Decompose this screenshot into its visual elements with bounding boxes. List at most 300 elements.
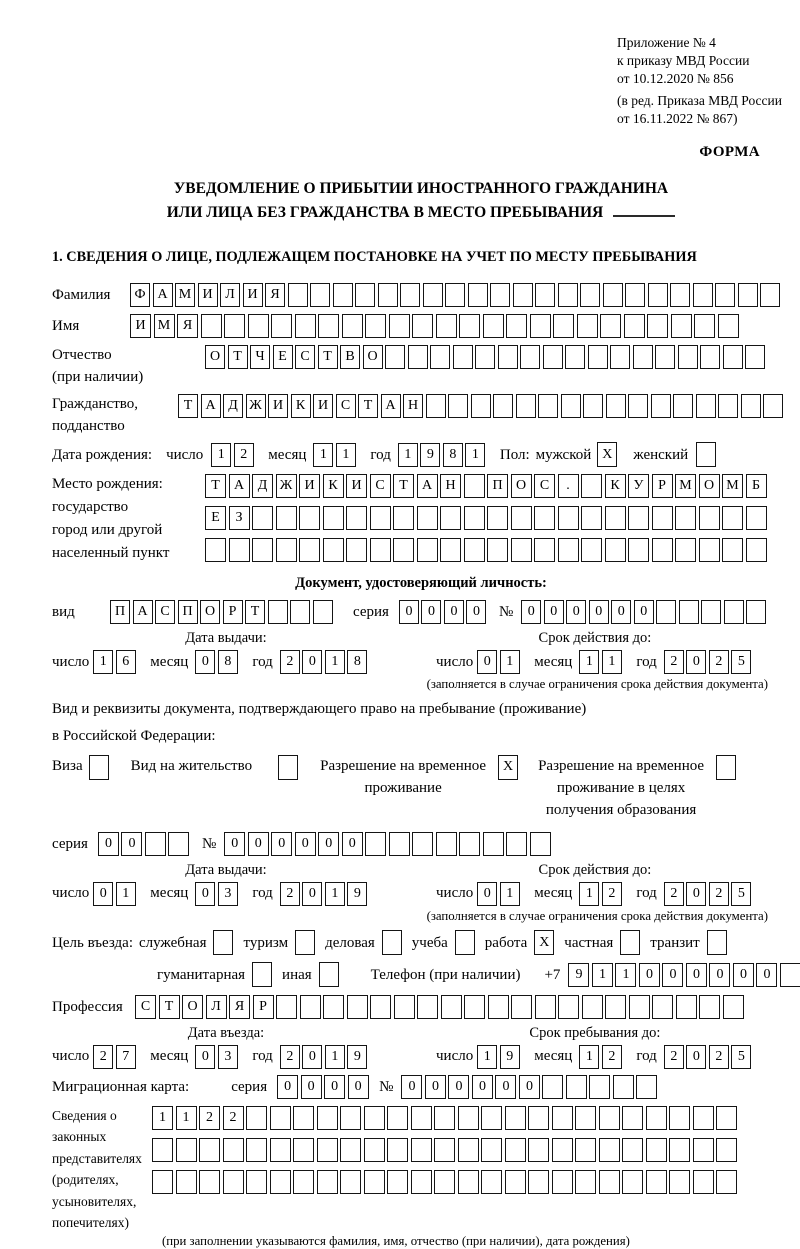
char-box[interactable]	[646, 1170, 667, 1194]
char-box[interactable]	[553, 314, 574, 338]
char-box[interactable]: 1	[579, 650, 599, 674]
char-box[interactable]	[505, 1138, 526, 1162]
char-box[interactable]	[605, 538, 626, 562]
char-box[interactable]	[408, 345, 428, 369]
char-box[interactable]	[699, 538, 720, 562]
char-box[interactable]: 0	[195, 650, 215, 674]
char-box[interactable]: 5	[731, 1045, 751, 1069]
char-box[interactable]: Ф	[130, 283, 150, 307]
char-box[interactable]	[436, 314, 457, 338]
char-box[interactable]: 0	[519, 1075, 540, 1099]
char-box[interactable]: 1	[325, 1045, 345, 1069]
char-box[interactable]	[229, 538, 250, 562]
char-box[interactable]	[464, 995, 485, 1019]
char-box[interactable]	[434, 1138, 455, 1162]
char-box[interactable]: С	[370, 474, 391, 498]
temp-residence-checkbox[interactable]: X	[498, 755, 518, 780]
char-box[interactable]	[483, 314, 504, 338]
char-box[interactable]	[655, 345, 675, 369]
temp-residence-edu-checkbox[interactable]	[716, 755, 736, 780]
char-box[interactable]: 1	[116, 882, 136, 906]
purpose-other-checkbox[interactable]	[319, 962, 339, 987]
char-box[interactable]	[558, 283, 578, 307]
char-box[interactable]: К	[605, 474, 626, 498]
char-box[interactable]: 0	[733, 963, 754, 987]
char-box[interactable]	[679, 600, 699, 624]
char-box[interactable]: А	[201, 394, 221, 418]
char-box[interactable]: 0	[686, 963, 707, 987]
char-box[interactable]	[575, 1106, 596, 1130]
char-box[interactable]: 0	[521, 600, 541, 624]
char-box[interactable]: 0	[589, 600, 609, 624]
char-box[interactable]: 2	[280, 650, 300, 674]
char-box[interactable]: М	[175, 283, 195, 307]
char-box[interactable]: Ч	[250, 345, 270, 369]
char-box[interactable]	[605, 995, 626, 1019]
char-box[interactable]	[411, 1138, 432, 1162]
char-box[interactable]: 2	[602, 1045, 622, 1069]
char-box[interactable]	[370, 538, 391, 562]
char-box[interactable]: К	[323, 474, 344, 498]
char-box[interactable]: 0	[121, 832, 142, 856]
char-box[interactable]: 2	[93, 1045, 113, 1069]
char-box[interactable]	[511, 538, 532, 562]
char-box[interactable]	[678, 345, 698, 369]
char-box[interactable]: Д	[223, 394, 243, 418]
char-box[interactable]	[625, 283, 645, 307]
char-box[interactable]: О	[200, 600, 220, 624]
char-box[interactable]: И	[243, 283, 263, 307]
char-box[interactable]: 2	[664, 650, 684, 674]
char-box[interactable]	[490, 283, 510, 307]
char-box[interactable]	[342, 314, 363, 338]
char-box[interactable]: А	[133, 600, 153, 624]
char-box[interactable]: 0	[324, 1075, 345, 1099]
char-box[interactable]	[270, 1106, 291, 1130]
char-box[interactable]	[276, 538, 297, 562]
char-box[interactable]	[317, 1106, 338, 1130]
char-box[interactable]: 1	[579, 1045, 599, 1069]
char-box[interactable]	[648, 283, 668, 307]
char-box[interactable]	[583, 394, 603, 418]
char-box[interactable]: Ж	[276, 474, 297, 498]
char-box[interactable]: 0	[472, 1075, 493, 1099]
char-box[interactable]: 0	[756, 963, 777, 987]
char-box[interactable]	[252, 506, 273, 530]
char-box[interactable]: 0	[401, 1075, 422, 1099]
char-box[interactable]	[370, 995, 391, 1019]
char-box[interactable]: 1	[152, 1106, 173, 1130]
char-box[interactable]	[552, 1138, 573, 1162]
char-box[interactable]	[387, 1170, 408, 1194]
char-box[interactable]: 0	[466, 600, 486, 624]
char-box[interactable]: 0	[318, 832, 339, 856]
char-box[interactable]	[201, 314, 222, 338]
char-box[interactable]	[458, 1106, 479, 1130]
char-box[interactable]: С	[534, 474, 555, 498]
char-box[interactable]: 1	[325, 650, 345, 674]
char-box[interactable]	[252, 538, 273, 562]
char-box[interactable]: М	[722, 474, 743, 498]
char-box[interactable]: Е	[273, 345, 293, 369]
char-box[interactable]: И	[130, 314, 151, 338]
char-box[interactable]	[718, 394, 738, 418]
char-box[interactable]	[652, 506, 673, 530]
char-box[interactable]	[701, 600, 721, 624]
char-box[interactable]: 0	[421, 600, 441, 624]
char-box[interactable]: Л	[206, 995, 227, 1019]
char-box[interactable]	[745, 345, 765, 369]
char-box[interactable]	[487, 506, 508, 530]
char-box[interactable]	[516, 394, 536, 418]
char-box[interactable]	[624, 314, 645, 338]
char-box[interactable]: О	[205, 345, 225, 369]
char-box[interactable]: А	[417, 474, 438, 498]
char-box[interactable]	[746, 600, 766, 624]
char-box[interactable]: И	[268, 394, 288, 418]
char-box[interactable]	[669, 1138, 690, 1162]
char-box[interactable]	[295, 314, 316, 338]
char-box[interactable]: 0	[248, 832, 269, 856]
char-box[interactable]: 3	[218, 1045, 238, 1069]
char-box[interactable]	[481, 1138, 502, 1162]
char-box[interactable]	[588, 345, 608, 369]
char-box[interactable]	[636, 1075, 657, 1099]
char-box[interactable]: И	[313, 394, 333, 418]
char-box[interactable]: М	[154, 314, 175, 338]
char-box[interactable]: 0	[195, 1045, 215, 1069]
char-box[interactable]	[364, 1138, 385, 1162]
char-box[interactable]	[633, 345, 653, 369]
char-box[interactable]: Т	[159, 995, 180, 1019]
char-box[interactable]	[699, 995, 720, 1019]
char-box[interactable]: 8	[443, 443, 463, 467]
char-box[interactable]	[400, 283, 420, 307]
char-box[interactable]	[724, 600, 744, 624]
char-box[interactable]	[389, 832, 410, 856]
char-box[interactable]	[313, 600, 333, 624]
char-box[interactable]	[760, 283, 780, 307]
char-box[interactable]	[628, 538, 649, 562]
char-box[interactable]	[288, 283, 308, 307]
char-box[interactable]: 0	[302, 882, 322, 906]
char-box[interactable]: И	[198, 283, 218, 307]
char-box[interactable]: И	[346, 474, 367, 498]
char-box[interactable]	[693, 283, 713, 307]
char-box[interactable]	[694, 314, 715, 338]
char-box[interactable]	[246, 1138, 267, 1162]
char-box[interactable]: У	[628, 474, 649, 498]
char-box[interactable]: Т	[178, 394, 198, 418]
char-box[interactable]	[464, 506, 485, 530]
purpose-transit-checkbox[interactable]	[707, 930, 727, 955]
char-box[interactable]: 2	[709, 650, 729, 674]
char-box[interactable]	[675, 538, 696, 562]
char-box[interactable]: 7	[116, 1045, 136, 1069]
char-box[interactable]: С	[336, 394, 356, 418]
char-box[interactable]	[718, 314, 739, 338]
char-box[interactable]: 5	[731, 650, 751, 674]
char-box[interactable]: 0	[224, 832, 245, 856]
char-box[interactable]	[622, 1170, 643, 1194]
char-box[interactable]	[459, 314, 480, 338]
char-box[interactable]: 1	[93, 650, 113, 674]
char-box[interactable]: 0	[295, 832, 316, 856]
char-box[interactable]	[323, 538, 344, 562]
char-box[interactable]	[293, 1138, 314, 1162]
char-box[interactable]	[530, 832, 551, 856]
char-box[interactable]	[558, 538, 579, 562]
char-box[interactable]	[471, 394, 491, 418]
char-box[interactable]	[453, 345, 473, 369]
char-box[interactable]: Б	[746, 474, 767, 498]
char-box[interactable]	[610, 345, 630, 369]
char-box[interactable]	[417, 995, 438, 1019]
char-box[interactable]: 2	[602, 882, 622, 906]
char-box[interactable]	[535, 283, 555, 307]
char-box[interactable]	[605, 506, 626, 530]
char-box[interactable]	[268, 600, 288, 624]
char-box[interactable]: 0	[611, 600, 631, 624]
char-box[interactable]: 9	[568, 963, 589, 987]
char-box[interactable]: 0	[425, 1075, 446, 1099]
char-box[interactable]	[580, 283, 600, 307]
char-box[interactable]	[417, 538, 438, 562]
char-box[interactable]: М	[675, 474, 696, 498]
char-box[interactable]	[629, 995, 650, 1019]
char-box[interactable]	[440, 506, 461, 530]
char-box[interactable]	[145, 832, 166, 856]
char-box[interactable]	[528, 1106, 549, 1130]
char-box[interactable]	[412, 314, 433, 338]
char-box[interactable]	[365, 314, 386, 338]
char-box[interactable]: 0	[686, 650, 706, 674]
char-box[interactable]	[290, 600, 310, 624]
char-box[interactable]	[346, 538, 367, 562]
char-box[interactable]	[575, 1138, 596, 1162]
char-box[interactable]: 0	[477, 882, 497, 906]
char-box[interactable]	[581, 474, 602, 498]
char-box[interactable]	[387, 1106, 408, 1130]
char-box[interactable]	[152, 1138, 173, 1162]
char-box[interactable]	[445, 283, 465, 307]
residence-permit-checkbox[interactable]	[278, 755, 298, 780]
char-box[interactable]	[552, 1170, 573, 1194]
char-box[interactable]: О	[511, 474, 532, 498]
char-box[interactable]	[340, 1106, 361, 1130]
char-box[interactable]	[589, 1075, 610, 1099]
char-box[interactable]: 0	[495, 1075, 516, 1099]
char-box[interactable]: .	[558, 474, 579, 498]
char-box[interactable]	[340, 1138, 361, 1162]
char-box[interactable]	[223, 1138, 244, 1162]
char-box[interactable]	[780, 963, 800, 987]
char-box[interactable]: 2	[664, 882, 684, 906]
char-box[interactable]: Н	[403, 394, 423, 418]
char-box[interactable]: 0	[686, 882, 706, 906]
char-box[interactable]: 0	[709, 963, 730, 987]
char-box[interactable]: 0	[544, 600, 564, 624]
char-box[interactable]	[670, 283, 690, 307]
char-box[interactable]	[394, 995, 415, 1019]
char-box[interactable]	[603, 283, 623, 307]
char-box[interactable]	[434, 1170, 455, 1194]
purpose-humanitarian-checkbox[interactable]	[252, 962, 272, 987]
char-box[interactable]	[656, 600, 676, 624]
char-box[interactable]: Р	[652, 474, 673, 498]
char-box[interactable]	[675, 506, 696, 530]
char-box[interactable]: 0	[302, 1045, 322, 1069]
char-box[interactable]	[506, 314, 527, 338]
char-box[interactable]: 9	[347, 882, 367, 906]
char-box[interactable]	[673, 394, 693, 418]
char-box[interactable]: 1	[500, 650, 520, 674]
char-box[interactable]	[152, 1170, 173, 1194]
char-box[interactable]	[323, 995, 344, 1019]
char-box[interactable]	[647, 314, 668, 338]
purpose-official-checkbox[interactable]	[213, 930, 233, 955]
char-box[interactable]	[669, 1106, 690, 1130]
purpose-private-checkbox[interactable]	[620, 930, 640, 955]
char-box[interactable]	[505, 1170, 526, 1194]
char-box[interactable]	[581, 506, 602, 530]
char-box[interactable]	[389, 314, 410, 338]
purpose-study-checkbox[interactable]	[455, 930, 475, 955]
char-box[interactable]: П	[110, 600, 130, 624]
char-box[interactable]: И	[299, 474, 320, 498]
char-box[interactable]	[430, 345, 450, 369]
char-box[interactable]	[693, 1170, 714, 1194]
purpose-work-checkbox[interactable]: X	[534, 930, 554, 955]
char-box[interactable]: 1	[615, 963, 636, 987]
char-box[interactable]: 0	[271, 832, 292, 856]
char-box[interactable]: 0	[277, 1075, 298, 1099]
char-box[interactable]: Ж	[246, 394, 266, 418]
char-box[interactable]: Т	[358, 394, 378, 418]
char-box[interactable]: Я	[265, 283, 285, 307]
char-box[interactable]	[535, 995, 556, 1019]
char-box[interactable]	[513, 283, 533, 307]
char-box[interactable]	[464, 474, 485, 498]
char-box[interactable]: 3	[218, 882, 238, 906]
char-box[interactable]: А	[381, 394, 401, 418]
char-box[interactable]: 0	[566, 600, 586, 624]
char-box[interactable]	[248, 314, 269, 338]
char-box[interactable]	[393, 538, 414, 562]
char-box[interactable]	[333, 283, 353, 307]
char-box[interactable]	[411, 1170, 432, 1194]
visa-checkbox[interactable]	[89, 755, 109, 780]
char-box[interactable]: Л	[220, 283, 240, 307]
char-box[interactable]: 0	[342, 832, 363, 856]
char-box[interactable]	[723, 345, 743, 369]
char-box[interactable]	[646, 1138, 667, 1162]
char-box[interactable]	[364, 1106, 385, 1130]
char-box[interactable]: 0	[686, 1045, 706, 1069]
char-box[interactable]	[741, 394, 761, 418]
char-box[interactable]	[493, 394, 513, 418]
char-box[interactable]	[299, 506, 320, 530]
char-box[interactable]: Е	[205, 506, 226, 530]
char-box[interactable]	[505, 1106, 526, 1130]
char-box[interactable]: 0	[348, 1075, 369, 1099]
char-box[interactable]	[566, 1075, 587, 1099]
char-box[interactable]	[652, 995, 673, 1019]
char-box[interactable]: П	[178, 600, 198, 624]
char-box[interactable]	[669, 1170, 690, 1194]
char-box[interactable]	[599, 1138, 620, 1162]
char-box[interactable]: П	[487, 474, 508, 498]
char-box[interactable]	[498, 345, 518, 369]
char-box[interactable]: 0	[448, 1075, 469, 1099]
char-box[interactable]: 2	[199, 1106, 220, 1130]
char-box[interactable]: Н	[440, 474, 461, 498]
char-box[interactable]	[746, 538, 767, 562]
char-box[interactable]	[475, 345, 495, 369]
char-box[interactable]: А	[229, 474, 250, 498]
char-box[interactable]: 5	[731, 882, 751, 906]
char-box[interactable]	[440, 538, 461, 562]
char-box[interactable]: О	[363, 345, 383, 369]
char-box[interactable]: 2	[234, 443, 254, 467]
char-box[interactable]	[448, 394, 468, 418]
char-box[interactable]: С	[295, 345, 315, 369]
char-box[interactable]: 0	[195, 882, 215, 906]
char-box[interactable]	[199, 1170, 220, 1194]
char-box[interactable]: 9	[347, 1045, 367, 1069]
char-box[interactable]	[224, 314, 245, 338]
char-box[interactable]	[716, 1138, 737, 1162]
char-box[interactable]	[506, 832, 527, 856]
char-box[interactable]	[488, 995, 509, 1019]
char-box[interactable]: 1	[398, 443, 418, 467]
char-box[interactable]	[270, 1170, 291, 1194]
char-box[interactable]	[412, 832, 433, 856]
char-box[interactable]	[738, 283, 758, 307]
char-box[interactable]	[577, 314, 598, 338]
char-box[interactable]	[246, 1106, 267, 1130]
char-box[interactable]	[300, 995, 321, 1019]
char-box[interactable]: 1	[579, 882, 599, 906]
char-box[interactable]: 2	[280, 1045, 300, 1069]
char-box[interactable]	[723, 995, 744, 1019]
char-box[interactable]: З	[229, 506, 250, 530]
char-box[interactable]	[746, 506, 767, 530]
char-box[interactable]: Т	[393, 474, 414, 498]
char-box[interactable]: 0	[301, 1075, 322, 1099]
char-box[interactable]: 0	[98, 832, 119, 856]
char-box[interactable]	[481, 1106, 502, 1130]
char-box[interactable]	[364, 1170, 385, 1194]
char-box[interactable]	[558, 995, 579, 1019]
char-box[interactable]	[458, 1170, 479, 1194]
char-box[interactable]	[378, 283, 398, 307]
char-box[interactable]	[528, 1138, 549, 1162]
char-box[interactable]	[543, 345, 563, 369]
char-box[interactable]: 1	[211, 443, 231, 467]
char-box[interactable]	[722, 506, 743, 530]
char-box[interactable]	[317, 1138, 338, 1162]
char-box[interactable]	[276, 506, 297, 530]
char-box[interactable]	[534, 538, 555, 562]
char-box[interactable]	[565, 345, 585, 369]
char-box[interactable]: Т	[228, 345, 248, 369]
char-box[interactable]: 0	[444, 600, 464, 624]
char-box[interactable]	[293, 1106, 314, 1130]
char-box[interactable]: 1	[313, 443, 333, 467]
char-box[interactable]	[542, 1075, 563, 1099]
char-box[interactable]: Т	[245, 600, 265, 624]
